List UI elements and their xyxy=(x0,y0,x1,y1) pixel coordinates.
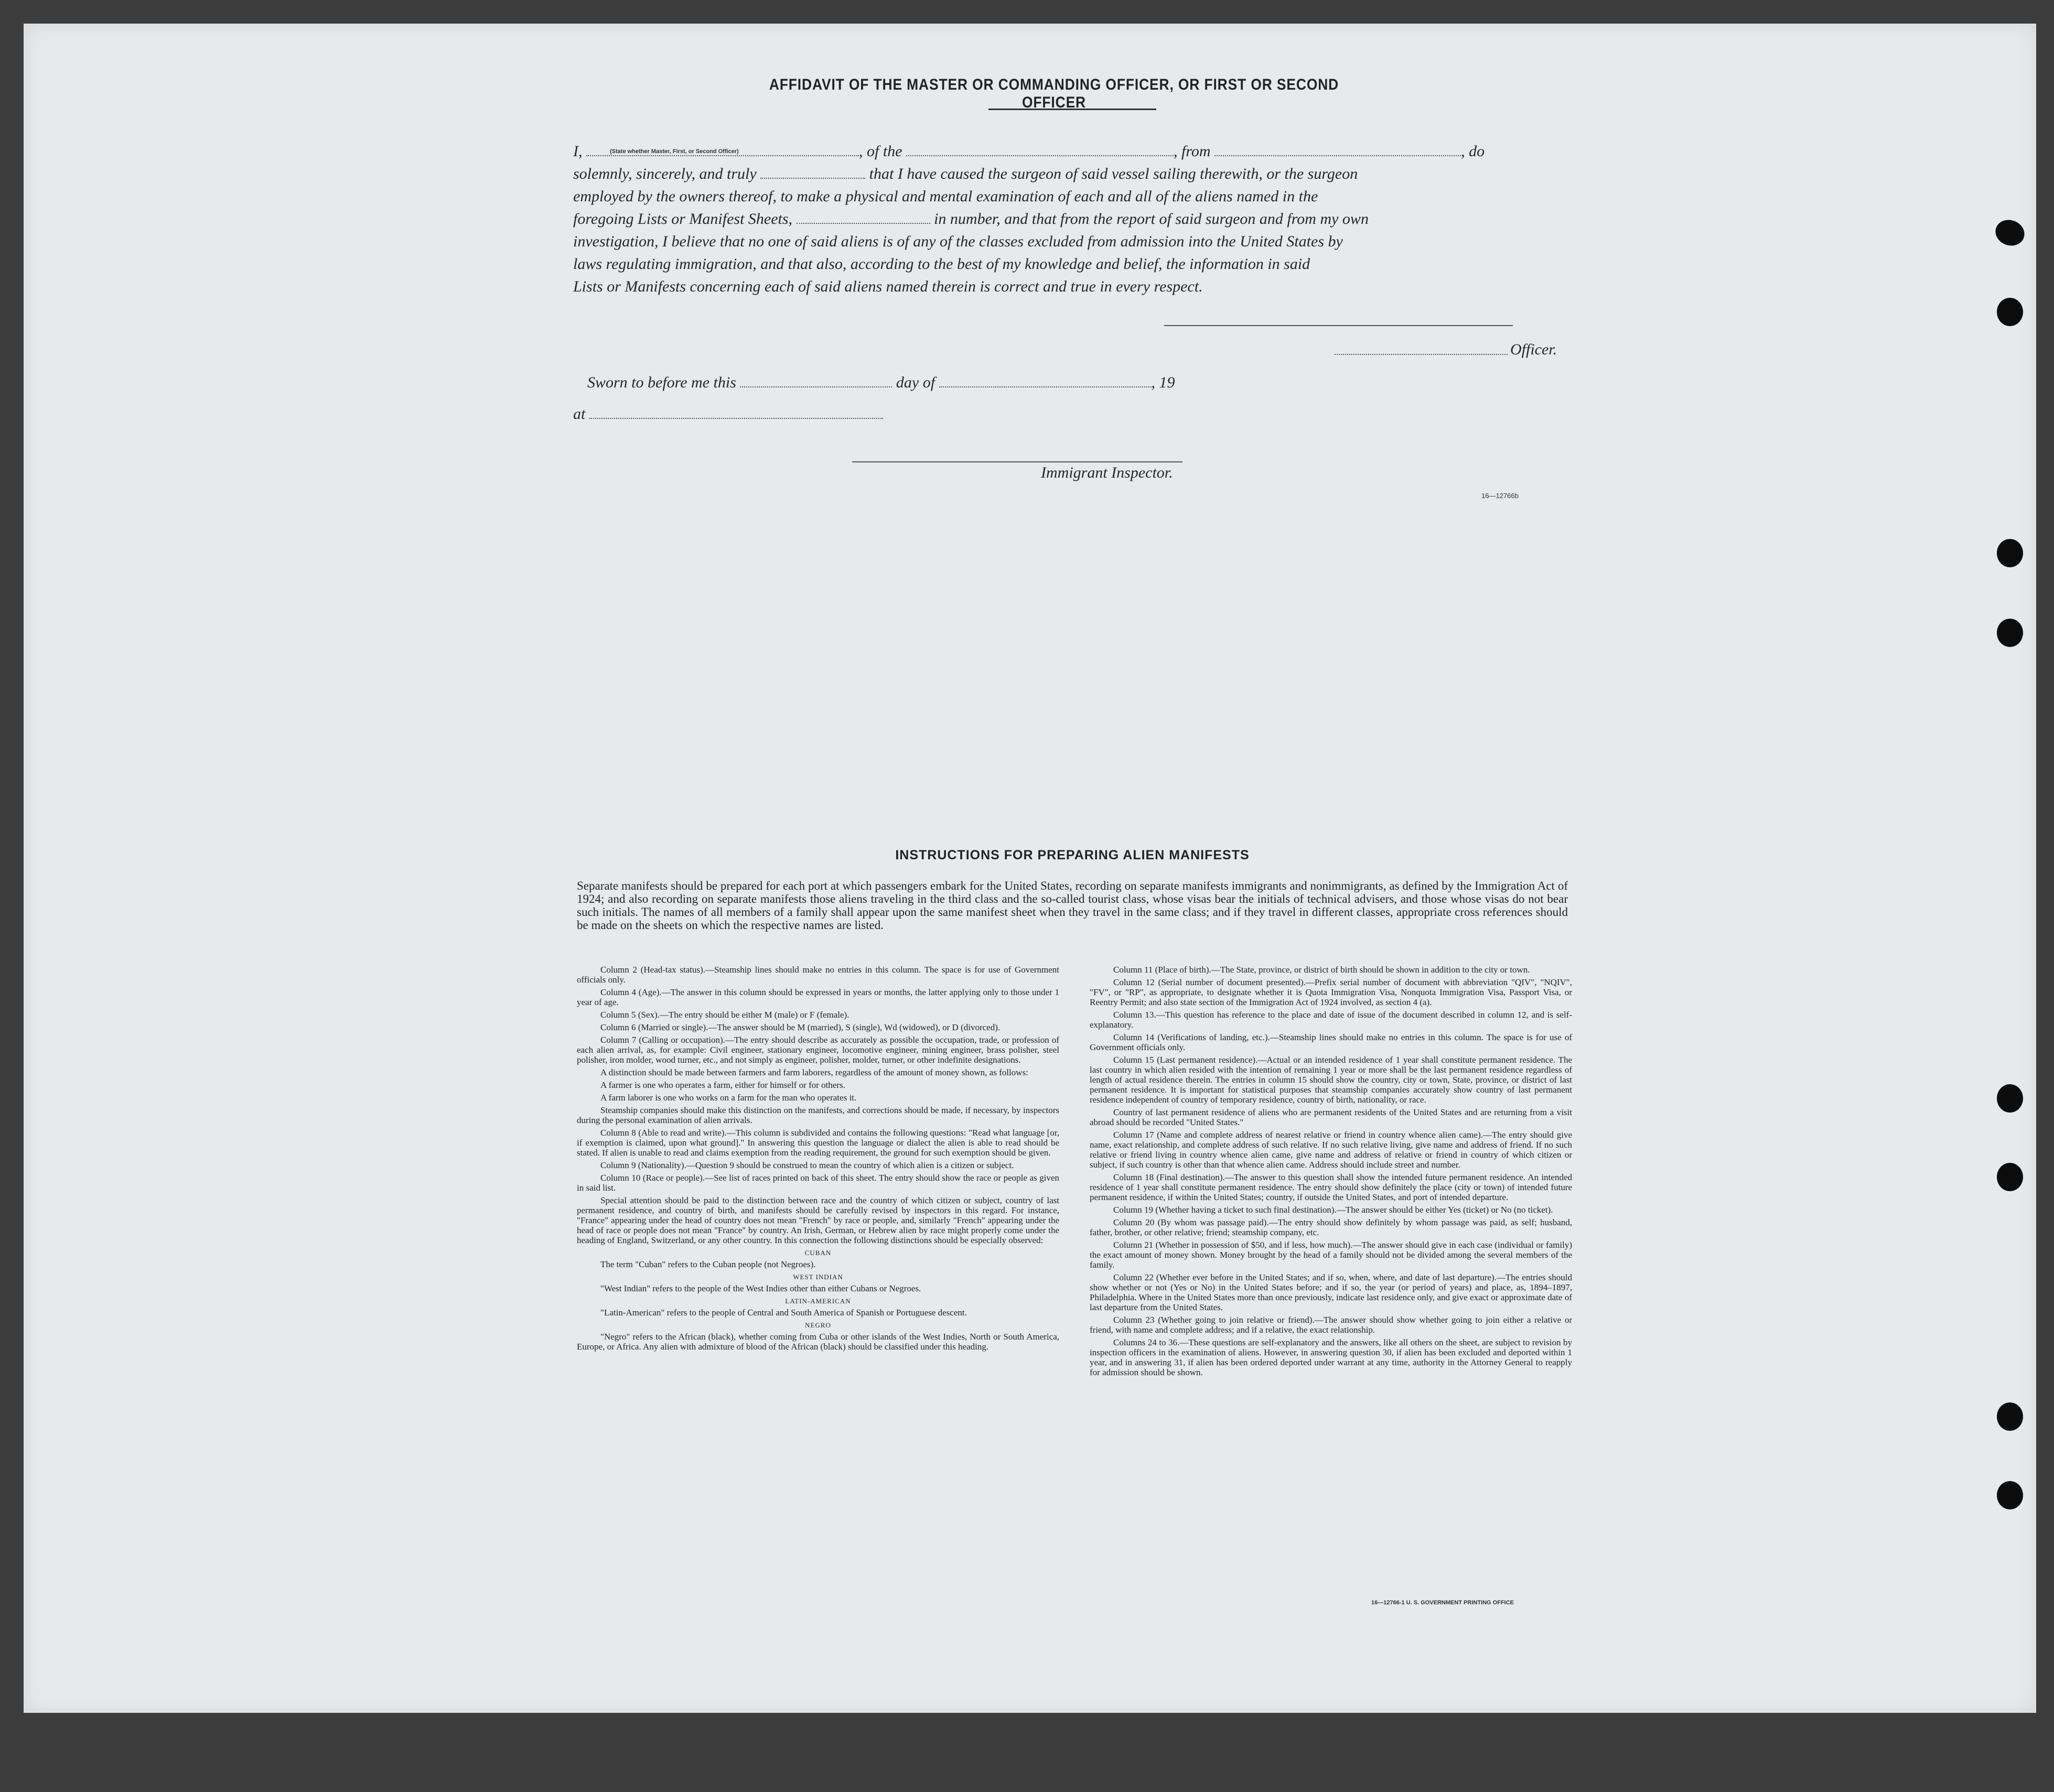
affidavit-line-2: solemnly, sincerely, and truly that I have caused the surgeon of said vessel sailing therewith, or the surgeon xyxy=(573,165,1358,182)
right-paragraph: Column 20 (By whom was passage paid).—The entry should show definitely by whom passage was paid, as self; husband, father, brother, or other relative; friend; steamship company, etc. xyxy=(1090,1217,1572,1237)
right-paragraph: Column 18 (Final destination).—The answer to this question shall show the intended future permanent residence. An intended residence of 1 year shall constitute permanent residence. The entry should show definitely the place (city or town) of intended future permanent residence, if within the United States; country, if outside the United States, and port of intended departure. xyxy=(1090,1172,1572,1202)
left-paragraph: Column 8 (Able to read and write).—This column is subdivided and contains the following questions: "Read what language [or, if exemption is claimed, upon what ground]." In answering this question the language or dialect the alien is able to read should be stated. If alien is unable to read and claims exemption from the reading requirement, the ground for such exemption should be given. xyxy=(577,1128,1059,1158)
form-number: 16—12766b xyxy=(1481,492,1519,500)
right-paragraph: Column 11 (Place of birth).—The State, province, or district of birth should be shown in addition to the city or town. xyxy=(1113,965,1530,975)
punch-hole-3 xyxy=(1997,539,2023,567)
officer-label: Officer. xyxy=(1510,341,1557,358)
text-negro: "Negro" refers to the African (black), whether coming from Cuba or other islands of the West Indies, North or South America, Europe, or Africa. Any alien with admixture of blood of the African (black) should be classified under this heading. xyxy=(577,1332,1059,1352)
right-paragraph: Column 19 (Whether having a ticket to such final destination).—The answer should be either Yes (ticket) or No (no ticket). xyxy=(1113,1205,1553,1215)
right-paragraphs xyxy=(1090,965,1572,1377)
punch-hole-1 xyxy=(1992,216,2028,250)
left-paragraph: Column 4 (Age).—The answer in this column should be expressed in years or months, the latter applying only to those under 1 year of age. xyxy=(577,987,1059,1007)
right-paragraph: Column 14 (Verifications of landing, etc.).—Steamship lines should make no entries in this column. The space is for use of Government officials only. xyxy=(1090,1032,1572,1052)
left-paragraph: A farm laborer is one who works on a farm for the man who operates it. xyxy=(600,1093,857,1103)
instructions-intro: Separate manifests should be prepared for each port at which passengers embark for the United States, recording on separate manifests immigrants and nonimmigrants, as defined by the Immigration Act of 1924; and also recording on separate manifests those aliens traveling in the third class and the so-called tourist class, whose visas bear the initials of technical advisers, and those whose visas do not bear such initials. The names of all members of a family shall appear upon the same manifest sheet when they travel in the same class; and if they travel in different classes, appropriate cross references should be made on the sheets on which the respective names are listed. xyxy=(577,879,1568,932)
sworn-place-field[interactable] xyxy=(589,414,883,419)
sworn-day-field[interactable] xyxy=(740,382,892,387)
affidavit-line-5: investigation, I believe that no one of said aliens is of any of the classes excluded from admission into the United States by xyxy=(573,233,1343,250)
affidavit-text xyxy=(573,140,1569,298)
inspector-signature-line[interactable] xyxy=(852,461,1182,462)
left-paragraph: Special attention should be paid to the distinction between race and the country of which citizen or subject, country of last permanent residence, and country of birth, and manifests should be carefully revised by inspectors in this regard. For instance, "France" appearing under the head of country does not mean "French" by race or people, and, similarly "French" appearing under the head of race or people does not mean "France" by country. An Irish, German, or Hebrew alien by race might properly come under the heading of England, Switzerland, or any other country. In this connection the following distinctions should be especially observed: xyxy=(577,1195,1059,1245)
left-paragraph: Column 6 (Married or single).—The answer should be M (married), S (single), Wd (widowed), or D (divorced). xyxy=(600,1022,1001,1032)
punch-hole-5 xyxy=(1997,1084,2023,1113)
inspector-label: Immigrant Inspector. xyxy=(1041,464,1173,481)
left-paragraph: Column 9 (Nationality).—Question 9 should be construed to mean the country of which alien is a citizen or subject. xyxy=(600,1160,1014,1170)
left-paragraph: A farmer is one who operates a farm, either for himself or for others. xyxy=(600,1080,845,1090)
heading-latin-american: LATIN-AMERICAN xyxy=(785,1297,851,1305)
affidavit-line-7: Lists or Manifests concerning each of said aliens named therein is correct and true in every respect. xyxy=(573,278,1203,295)
instructions-title: INSTRUCTIONS FOR PREPARING ALIEN MANIFESTS xyxy=(895,848,1250,862)
sworn-month-field[interactable] xyxy=(939,382,1152,387)
printer-note: 16—12766-1 U. S. GOVERNMENT PRINTING OFFICE xyxy=(1371,1600,1514,1606)
heading-west-indian: WEST INDIAN xyxy=(793,1273,843,1281)
affidavit-line-1: I, , of the , from , do xyxy=(573,143,1485,160)
punch-hole-4 xyxy=(1997,619,2023,647)
manifest-sheet xyxy=(24,24,2036,1713)
affidavit-line-4: foregoing Lists or Manifest Sheets, in number, and that from the report of said surgeon and from my own xyxy=(573,210,1369,228)
left-paragraph: Column 2 (Head-tax status).—Steamship lines should make no entries in this column. The space is for use of Government officials only. xyxy=(577,965,1059,985)
punch-hole-2 xyxy=(1997,298,2023,326)
right-paragraph: Country of last permanent residence of aliens who are permanent residents of the United States and are returning from a visit abroad should be recorded "United States." xyxy=(1090,1107,1572,1127)
right-paragraph: Column 13.—This question has reference to the place and date of issue of the document described in column 12, and is self-explanatory. xyxy=(1090,1010,1572,1030)
left-paragraph: Column 10 (Race or people).—See list of races printed on back of this sheet. The entry should show the race or people as given in said list. xyxy=(577,1173,1059,1193)
right-paragraph: Column 17 (Name and complete address of nearest relative or friend in country whence alien came).—The entry should give name, exact relationship, and complete address of such relative. If no such relative living, give name and address of friend. If no such relative or friend living in country whence alien came, give name and address of relative or friend in country of which citizen or subject, if such country is other than that whence alien came. Address should include street and number. xyxy=(1090,1130,1572,1170)
officer-name-line[interactable] xyxy=(1335,354,1508,355)
state-note: (State whether Master, First, or Second Officer) xyxy=(610,148,739,155)
heading-cuban: CUBAN xyxy=(804,1249,832,1257)
left-paragraph: Steamship companies should make this distinction on the manifests, and corrections should be made, if necessary, by inspectors during the personal examination of alien arrivals. xyxy=(577,1105,1059,1125)
left-paragraph: A distinction should be made between farmers and farm laborers, regardless of the amount of money shown, as follows: xyxy=(600,1067,1028,1077)
vessel-name-field[interactable] xyxy=(906,151,1174,156)
affidavit-title: AFFIDAVIT OF THE MASTER OR COMMANDING OFFICER, OR FIRST OR SECOND OFFICER xyxy=(769,76,1339,111)
left-paragraph: Column 7 (Calling or occupation).—The entry should describe as accurately as possible the occupation, trade, or profession of each alien arrival, as, for example: Civil engineer, stationary engineer, locomotive engineer, mining engineer, brass polisher, steel polisher, iron molder, wood turner, etc., and not simply as engineer, polisher, molder, turner, or other indefinite designations. xyxy=(577,1035,1059,1065)
title-rule xyxy=(988,109,1156,110)
master-signature-line[interactable] xyxy=(1164,325,1513,326)
affidavit-line-6: laws regulating immigration, and that also, according to the best of my knowledge and belief, the information in said xyxy=(573,255,1310,273)
punch-hole-7 xyxy=(1997,1402,2023,1431)
oath-type-field[interactable] xyxy=(760,174,865,179)
text-cuban: The term "Cuban" refers to the Cuban people (not Negroes). xyxy=(600,1259,816,1269)
right-paragraph: Column 15 (Last permanent residence).—Actual or an intended residence of 1 year shall constitute permanent residence. The last country in which alien resided with the intention of remaining 1 year or more shall be the last permanent residence regardless of length of actual residence therein. The entries in column 15 should show the country, city or town, State, province, or district of last permanent residence. It is important for statistical purposes that steamship companies accurately show country of last permanent residence independent of country of temporary residence, country of birth, nationality, or race. xyxy=(1090,1055,1572,1105)
sheet-count-field[interactable] xyxy=(797,219,930,224)
instructions-right-column xyxy=(1090,965,1572,1380)
right-paragraph: Column 12 (Serial number of document presented).—Prefix serial number of document with abbreviation "QIV", "NQIV", "FV", or "RP", as appropriate, to designate whether it is Quota Immigration Visa, Nonquota Immigration Visa, Passport Visa, or Reentry Permit; and also state section of the Immigration Act of 1924 involved, as section 4 (a). xyxy=(1090,977,1572,1007)
port-from-field[interactable] xyxy=(1214,151,1461,156)
punch-hole-8 xyxy=(1997,1481,2023,1509)
right-paragraph: Column 22 (Whether ever before in the United States; and if so, when, where, and date of last departure).—The entries should show whether or not (Yes or No) in the United States before; and if so, the year (or period of years) and place, as, 1894–1897, Philadelphia. Where in the United States more than once previously, indicate last residence only, and give exact or approximate date of last departure from the United States. xyxy=(1090,1272,1572,1312)
punch-hole-6 xyxy=(1997,1163,2023,1191)
sworn-text: Sworn to before me this day of , 19 xyxy=(587,374,1175,391)
text-west-indian: "West Indian" refers to the people of the West Indies other than either Cubans or Negroes. xyxy=(600,1283,921,1293)
left-paragraphs xyxy=(577,965,1059,1245)
text-latin-american: "Latin-American" refers to the people of Central and South America of Spanish or Portuguese descent. xyxy=(600,1308,967,1318)
at-text: at xyxy=(573,405,883,423)
affidavit-line-3: employed by the owners thereof, to make a physical and mental examination of each and all of the aliens named in the xyxy=(573,188,1318,205)
right-paragraph: Column 23 (Whether going to join relative or friend).—The answer should show whether going to join either a relative or friend, with name and complete address; and if a relative, the exact relationship. xyxy=(1090,1315,1572,1335)
heading-negro: NEGRO xyxy=(805,1321,831,1329)
right-paragraph: Column 21 (Whether in possession of $50, and if less, how much).—The answer should give in each case (individual or family) the exact amount of money shown. Money brought by the head of a family should not be divided among the several members of the family. xyxy=(1090,1240,1572,1270)
right-paragraph: Columns 24 to 36.—These questions are self-explanatory and the answers, like all others on the sheet, are subject to revision by inspection officers in the examination of aliens. However, in answering question 30, if alien has been excluded and deported within 1 year, and in answering 31, if alien has been ordered deported under warrant at any time, authority in the Attorney General to reapply for admission should be shown. xyxy=(1090,1337,1572,1377)
left-paragraph: Column 5 (Sex).—The entry should be either M (male) or F (female). xyxy=(600,1010,849,1020)
instructions-left-column xyxy=(577,965,1059,1354)
